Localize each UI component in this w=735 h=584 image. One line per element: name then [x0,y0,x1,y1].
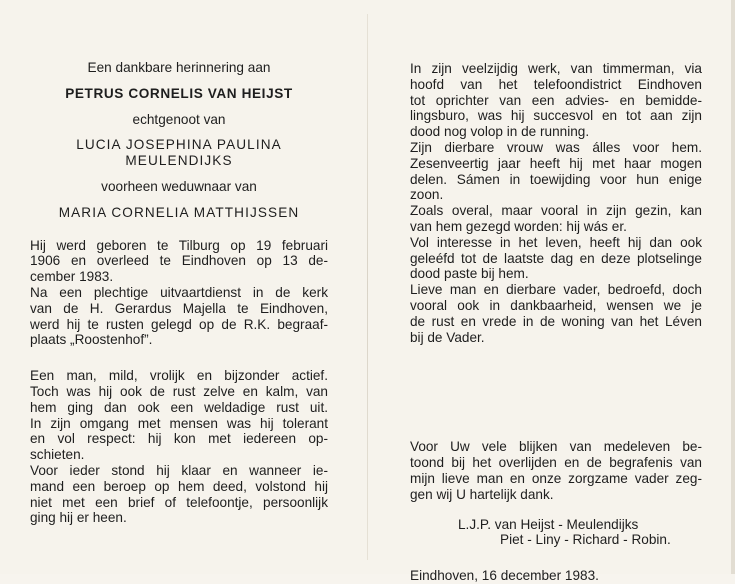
signature-line1: L.J.P. van Heijst - Meulendijks [458,516,639,532]
place-date: Eindhoven, 16 december 1983. [410,568,599,584]
card-edge [731,0,735,574]
center-fold [367,14,368,560]
thanks-line: Voor Uw vele blijken van medeleven be- [410,439,702,455]
bio-line: van de H. Gerardus Majella te Eindhoven, [30,300,328,316]
tribute-line: tot oprichter van een advies- en bemidde- [410,92,702,108]
bio-line: 1906 en overleed te Eindhoven op 13 de- [30,253,328,269]
tribute-line: geleéfd tot de laatste dag en deze plotselinge [410,250,702,266]
tribute-line: lingsburo, was hij succesvol en tot aan zijn [410,108,702,124]
spouse-label: echtgenoot van [132,111,226,127]
right-panel [410,61,702,584]
tribute-line: de rust en vrede in de woning van het Léven [410,313,702,329]
spouse-name-line1: LUCIA JOSEPHINA PAULINA [76,137,282,153]
bio-line: werd hij te rusten gelegd op de R.K. begraaf- [30,316,328,332]
tribute-line: delen. Sámen in toewijding voor hun enige [410,171,702,187]
bio-paragraph [30,238,328,349]
bio-line: Hij werd geboren te Tilburg op 19 februari [30,237,328,253]
character-line: mand een beroep op hem deed, volstond hij [30,478,328,494]
tribute-line: Zijn dierbare vrouw was álles voor hem. [410,139,702,155]
character-line: In zijn omgang met mensen was hij tolerant [30,415,328,431]
tribute-line: vooral ook in dankbaarheid, wensen we je [410,297,702,313]
tribute-paragraph [410,61,702,345]
tribute-line: hoofd van het telefoondistrict Eindhoven [410,76,702,92]
tribute-line: dood nog volop in de running. [410,124,590,140]
tribute-line: zoon. [410,187,444,203]
previous-spouse-name: MARIA CORNELIA MATTHIJSSEN [58,204,300,220]
character-line: Een man, mild, vrolijk en bijzonder actief. [30,368,328,384]
character-line: Voor ieder stond hij klaar en wanneer ie- [30,462,328,478]
thanks-line: toond bij het overlijden en de begrafenis van [410,455,702,471]
tribute-line: bij de Vader. [410,329,485,345]
thanks-line: mijn lieve man en onze zorgzame vader zeg- [410,470,702,486]
tribute-line: In zijn veelzijdig werk, van timmerman, via [410,61,702,76]
character-paragraph [30,368,328,526]
intro-text: Een dankbare herinnering aan [87,60,271,75]
tribute-line: Vol interesse in het leven, heeft hij dan ook [410,234,702,250]
tribute-line: Lieve man en dierbare vader, bedroefd, doch [410,282,702,298]
thanks-paragraph [410,439,702,502]
character-line: ging hij er heen. [30,510,127,526]
bio-line: plaats „Roostenhof”. [30,332,153,348]
previous-spouse-label: voorheen weduwnaar van [101,178,257,194]
left-panel [30,60,328,526]
thanks-line: gen wij U hartelijk dank. [410,486,554,502]
deceased-name: PETRUS CORNELIS VAN HEIJST [65,85,293,101]
tribute-line: dood paste bij hem. [410,266,529,282]
signature-line2: Piet - Liny - Richard - Robin. [500,532,671,548]
bio-line: Na een plechtige uitvaartdienst in de kerk [30,284,328,300]
spouse-name-line2: MEULENDIJKS [125,153,233,169]
character-line: hem ging dan ook een weldadige rust uit. [30,399,328,415]
bio-line: cember 1983. [30,269,114,285]
character-line: Toch was hij ook de rust zelve en kalm, van [30,383,328,399]
character-line: niet met een brief of telefoontje, persoonlijk [30,494,328,510]
tribute-line: van hem gezegd worden: hij wás er. [410,218,627,234]
character-line: en vol respect: hij kon met iedereen op- [30,431,328,447]
character-line: schieten. [30,447,85,463]
tribute-line: Zoals overal, maar vooral in zijn gezin, kan [410,203,702,219]
tribute-line: Zesenveertig jaar heeft hij met haar mogen [410,155,702,171]
